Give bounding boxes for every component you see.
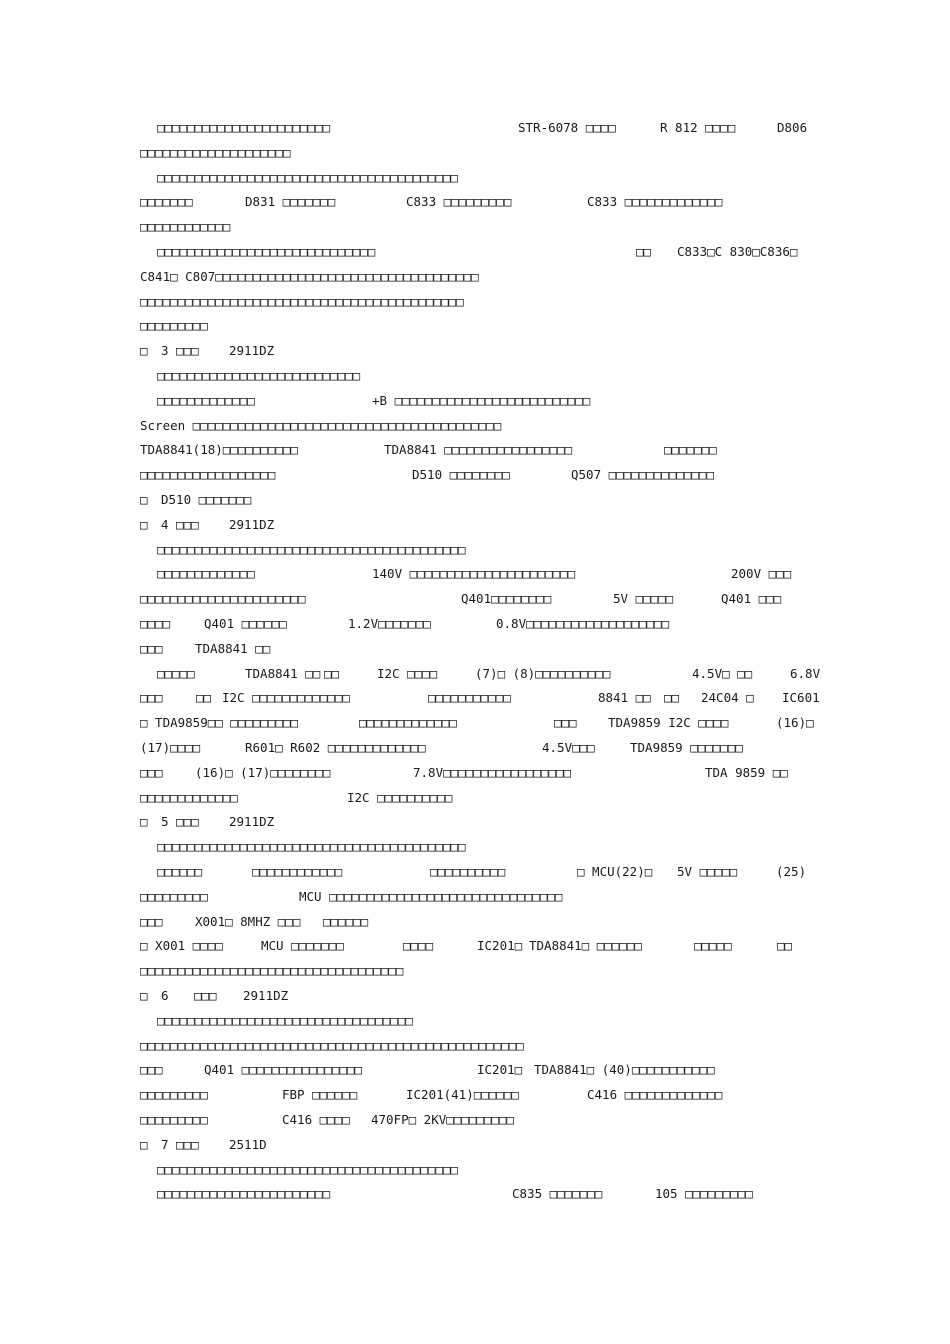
- text-segment: □□□□□□: [323, 913, 369, 929]
- text-segment: □□□□□□□□□□□□: [252, 864, 343, 879]
- text-segment: TDA8841 □□: [195, 640, 271, 656]
- text-line: [0, 638, 950, 660]
- text-segment: I2C □□□□: [377, 665, 438, 681]
- text-line: [0, 514, 950, 536]
- text-line: [0, 415, 950, 437]
- text-line: [0, 191, 950, 213]
- text-segment: □□□□: [140, 616, 171, 631]
- text-segment: 6.8V: [790, 665, 821, 681]
- text-line: [0, 489, 950, 511]
- text-segment: 7 □□□: [161, 1136, 199, 1152]
- text-segment: D806: [777, 120, 808, 135]
- text-segment: □□□□□: [157, 665, 195, 681]
- text-segment: Q507 □□□□□□□□□□□□□□: [571, 467, 714, 483]
- text-line: [0, 663, 950, 685]
- text-segment: □□□□□□□□□□□□□□□□□□□□□□□□□□□□□□□□□□□□□□□□: [157, 169, 459, 185]
- text-segment: □□: [196, 690, 212, 706]
- text-segment: D510 □□□□□□□□: [412, 467, 510, 483]
- text-segment: □: [140, 343, 148, 359]
- text-segment: 7.8V□□□□□□□□□□□□□□□□□: [413, 764, 572, 780]
- text-segment: □□□□□□□□□□□□□□□□□□□□□□□□□□□: [157, 368, 361, 383]
- text-segment: (7)□ (8)□□□□□□□□□□: [475, 665, 611, 681]
- text-segment: □□□□□□□□□□□□□: [359, 715, 457, 731]
- text-segment: D831 □□□□□□□: [245, 194, 336, 210]
- text-segment: Q401 □□□: [721, 591, 782, 607]
- text-segment: □□□□□□□□□□□□□□□□□□□□□□□□□□□□□□□□□□□: [140, 963, 404, 979]
- text-line: [0, 167, 950, 189]
- text-segment: □□□□□□□□□□□□□: [157, 566, 255, 582]
- text-segment: 105 □□□□□□□□□: [655, 1186, 753, 1202]
- text-segment: 4.5V□□□: [542, 740, 595, 755]
- text-line: [0, 216, 950, 238]
- text-segment: (25): [776, 864, 807, 879]
- text-line: [0, 340, 950, 362]
- text-segment: □□□□□□□□□□□□□□□□□□□□□□□: [157, 120, 331, 135]
- text-segment: □□□: [194, 988, 217, 1003]
- text-segment: □□□□□□□□□: [140, 1087, 208, 1103]
- text-line: [0, 390, 950, 412]
- text-segment: +B □□□□□□□□□□□□□□□□□□□□□□□□□□: [372, 392, 591, 408]
- text-segment: Q401□□□□□□□□: [461, 591, 552, 607]
- text-segment: TDA9859 I2C □□□□: [608, 715, 729, 731]
- text-segment: □: [140, 492, 148, 507]
- text-segment: □: [140, 814, 148, 830]
- text-segment: □□□□□□□□□□□□□□□□□□□□□□□□□□□□□□□□□□: [157, 1012, 413, 1028]
- text-segment: STR-6078 □□□□: [518, 120, 616, 135]
- text-segment: TDA9859 □□□□□□□: [630, 740, 743, 755]
- text-segment: □□□□□□□□□: [140, 318, 208, 334]
- text-segment: □: [140, 1136, 148, 1152]
- text-segment: □□: [664, 690, 680, 706]
- text-segment: C833□C 830□C836□: [677, 244, 798, 259]
- text-segment: C416 □□□□: [282, 1112, 350, 1127]
- text-segment: □□□□□□□□□□□□□: [140, 789, 238, 805]
- text-line: [0, 563, 950, 585]
- text-segment: FBP □□□□□□: [282, 1087, 358, 1103]
- text-line: [0, 960, 950, 982]
- text-segment: □: [140, 988, 148, 1003]
- text-segment: R 812 □□□□: [660, 120, 736, 135]
- text-segment: □□□□□□: [157, 864, 203, 879]
- text-line: [0, 539, 950, 561]
- text-segment: 2911DZ: [243, 988, 289, 1003]
- text-segment: 1.2V□□□□□□□: [348, 616, 431, 631]
- text-segment: □□□□□□□□□□□□□□□□□□□□□□□□□□□□□□□□□□□□□□□□□□□□□□□□□□□: [140, 1037, 524, 1053]
- text-segment: □□□□□: [694, 938, 732, 954]
- text-line: [0, 1059, 950, 1081]
- text-line: [0, 291, 950, 313]
- text-segment: □□□: [140, 1062, 163, 1078]
- text-line: [0, 1010, 950, 1032]
- text-segment: □□□□□□□□□□□□□□□□□□: [140, 467, 276, 483]
- text-segment: 200V □□□: [731, 566, 792, 582]
- text-line: [0, 762, 950, 784]
- text-line: [0, 1084, 950, 1106]
- text-segment: Screen □□□□□□□□□□□□□□□□□□□□□□□□□□□□□□□□□□□□□□□□□: [140, 417, 502, 433]
- text-segment: (17)□□□□: [140, 740, 201, 755]
- text-segment: □□□: [140, 764, 163, 780]
- text-segment: □□□□□□□□□: [140, 1112, 208, 1127]
- text-segment: 5V □□□□□: [613, 591, 674, 607]
- text-segment: □□□□□□□□□□□□□□□□□□□□□□□□□□□□□: [157, 244, 376, 259]
- text-segment: 470FP□ 2KV□□□□□□□□□: [371, 1112, 514, 1127]
- text-segment: 8841 □□: [598, 690, 651, 706]
- text-line: [0, 886, 950, 908]
- text-segment: (16)□ (17)□□□□□□□□: [195, 764, 331, 780]
- text-segment: □□: [636, 244, 652, 259]
- text-line: [0, 464, 950, 486]
- text-segment: □□□□□□□□□□□□□□□□□□□□□□□□□□□□□□□□□□□□□□□□□□□: [140, 293, 464, 309]
- text-segment: □□: [324, 665, 340, 681]
- text-segment: □□□□□□□□□□□□□□□□□□□□□□□□□□□□□□□□□□□□□□□□□: [157, 541, 466, 557]
- text-segment: MCU □□□□□□□: [261, 938, 344, 954]
- text-line: [0, 811, 950, 833]
- text-segment: □□□□□□□: [140, 194, 193, 210]
- text-segment: 2911DZ: [229, 343, 275, 359]
- text-segment: C833 □□□□□□□□□: [406, 194, 512, 210]
- text-line: [0, 737, 950, 759]
- text-segment: □□□□□□□: [664, 442, 717, 458]
- text-segment: 2511D: [229, 1136, 267, 1152]
- text-segment: R601□ R602 □□□□□□□□□□□□□: [245, 740, 426, 755]
- text-segment: C833 □□□□□□□□□□□□□: [587, 194, 723, 210]
- text-segment: Q401 □□□□□□: [204, 616, 287, 631]
- text-line: [0, 787, 950, 809]
- text-segment: 4 □□□: [161, 516, 199, 532]
- text-segment: C416 □□□□□□□□□□□□□: [587, 1087, 723, 1103]
- text-segment: TDA8841 □□: [245, 665, 321, 681]
- text-segment: □□□□□□□□□□□□□□□□□□□□□□: [140, 591, 306, 607]
- text-line: [0, 687, 950, 709]
- text-segment: IC601: [782, 690, 820, 706]
- text-segment: D510 □□□□□□□: [161, 492, 252, 507]
- text-line: [0, 712, 950, 734]
- text-line: [0, 315, 950, 337]
- text-segment: □□□□□□□□□□□□□□□□□□□□□□□□□□□□□□□□□□□□□□□□: [157, 1161, 459, 1177]
- text-line: [0, 1159, 950, 1181]
- text-segment: □□: [777, 938, 793, 954]
- text-line: [0, 117, 950, 139]
- text-segment: 6: [161, 988, 169, 1003]
- text-segment: 24C04 □: [701, 690, 754, 706]
- text-line: [0, 439, 950, 461]
- text-line: [0, 911, 950, 933]
- text-segment: TDA8841(18)□□□□□□□□□□: [140, 442, 299, 458]
- text-segment: 3 □□□: [161, 343, 199, 359]
- text-segment: □□□: [140, 913, 163, 929]
- text-segment: □□□□□□□□□□□□□□□□□□□□: [140, 144, 291, 160]
- text-line: [0, 1109, 950, 1131]
- text-segment: □□□□□□□□□□: [430, 864, 506, 879]
- text-line: [0, 365, 950, 387]
- text-segment: □□□□□□□□□: [140, 888, 208, 904]
- text-segment: 5V □□□□□: [677, 864, 738, 879]
- text-segment: TDA8841 □□□□□□□□□□□□□□□□□: [384, 442, 573, 458]
- text-segment: C841□ C807□□□□□□□□□□□□□□□□□□□□□□□□□□□□□□□□□□□: [140, 268, 479, 284]
- text-segment: MCU □□□□□□□□□□□□□□□□□□□□□□□□□□□□□□□: [299, 888, 563, 904]
- text-segment: 5 □□□: [161, 814, 199, 830]
- text-segment: TDA 9859 □□: [705, 764, 788, 780]
- text-segment: □□□: [140, 640, 163, 656]
- text-line: [0, 836, 950, 858]
- text-line: [0, 613, 950, 635]
- text-line: [0, 1183, 950, 1205]
- text-segment: IC201□: [477, 938, 523, 954]
- text-segment: □□□□□□□□□□□□□□□□□□□□□□□□□□□□□□□□□□□□□□□□□: [157, 839, 466, 855]
- text-segment: IC201□: [477, 1062, 523, 1078]
- text-segment: I2C □□□□□□□□□□□□□: [222, 690, 350, 706]
- text-segment: 0.8V□□□□□□□□□□□□□□□□□□□: [496, 616, 670, 631]
- text-segment: □□□: [140, 690, 163, 706]
- text-line: [0, 266, 950, 288]
- text-segment: IC201(41)□□□□□□: [406, 1087, 519, 1103]
- text-segment: □□□□□□□□□□□□□□□□□□□□□□□: [157, 1186, 331, 1202]
- text-segment: 140V □□□□□□□□□□□□□□□□□□□□□□: [372, 566, 576, 582]
- text-line: [0, 985, 950, 1007]
- text-segment: X001□ 8MHZ □□□: [195, 913, 301, 929]
- text-segment: □□□: [554, 715, 577, 731]
- text-line: [0, 861, 950, 883]
- text-segment: □: [140, 516, 148, 532]
- text-segment: 4.5V□ □□: [692, 665, 753, 681]
- text-segment: □ X001 □□□□: [140, 938, 223, 954]
- text-segment: 2911DZ: [229, 516, 275, 532]
- text-segment: □ TDA9859□□ □□□□□□□□□: [140, 715, 299, 731]
- text-segment: (16)□: [776, 715, 814, 731]
- text-line: [0, 241, 950, 263]
- text-segment: Q401 □□□□□□□□□□□□□□□□: [204, 1062, 363, 1078]
- text-segment: □□□□□□□□□□□: [428, 690, 511, 706]
- text-line: [0, 1134, 950, 1156]
- text-segment: I2C □□□□□□□□□□: [347, 789, 453, 805]
- text-line: [0, 142, 950, 164]
- text-segment: □□□□□□□□□□□□□: [157, 392, 255, 408]
- text-line: [0, 1035, 950, 1057]
- text-segment: 2911DZ: [229, 814, 275, 830]
- text-segment: □□□□: [403, 938, 434, 954]
- text-segment: □□□□□□□□□□□□: [140, 219, 231, 235]
- text-segment: TDA8841□ □□□□□□: [529, 938, 642, 954]
- text-line: [0, 588, 950, 610]
- text-line: [0, 935, 950, 957]
- text-segment: C835 □□□□□□□: [512, 1186, 603, 1202]
- text-segment: TDA8841□ (40)□□□□□□□□□□□: [534, 1062, 715, 1078]
- text-segment: □ MCU(22)□: [577, 864, 653, 879]
